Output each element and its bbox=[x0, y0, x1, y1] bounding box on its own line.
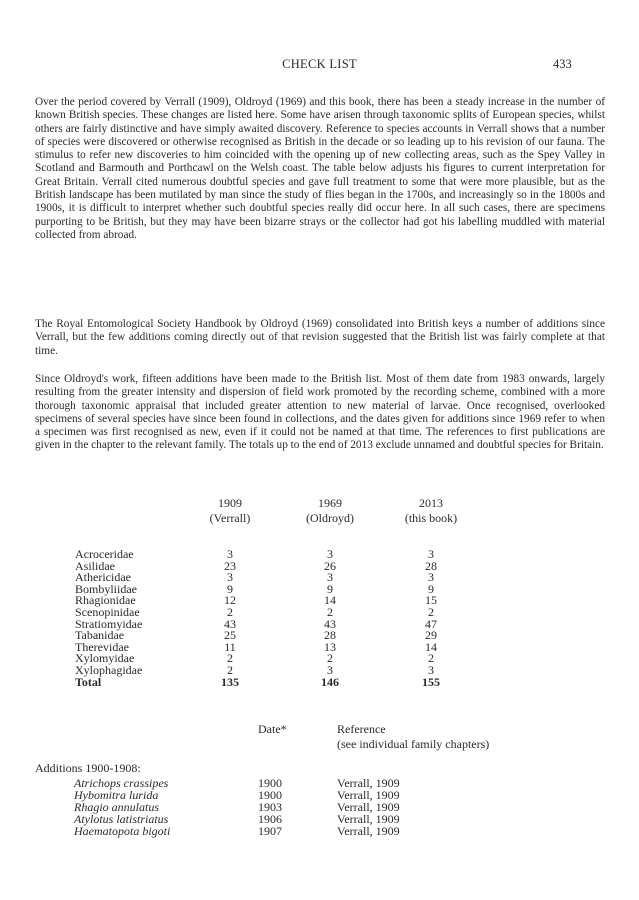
count-1909: 135 bbox=[221, 674, 239, 689]
count-1969: 14 bbox=[324, 593, 336, 608]
column-header-1969 bbox=[290, 496, 370, 526]
family-name: Rhagionidae bbox=[75, 593, 136, 608]
addition-reference: Verrall, 1909 bbox=[337, 800, 400, 814]
family-name: Therevidae bbox=[75, 639, 129, 654]
count-1969: 3 bbox=[327, 663, 333, 677]
count-2013: 3 bbox=[428, 547, 434, 561]
additions-section-label: Additions 1900-1908: bbox=[35, 761, 141, 775]
species-name: Haematopota bigoti bbox=[74, 824, 171, 838]
species-name: Atrichops crassipes bbox=[74, 776, 169, 790]
paragraph-oldroyd: The Royal Entomological Society Handbook by Oldroyd (1969) consolidated into British keys a number of additions since Verrall, but the few additions coming directly out of that revision suggested that the British list was fairly complete at that time. bbox=[35, 318, 605, 357]
column-year: 1969 bbox=[318, 496, 342, 510]
addition-reference: Verrall, 1909 bbox=[337, 776, 400, 790]
count-1909: 2 bbox=[227, 651, 233, 666]
count-2013: 2 bbox=[428, 651, 434, 666]
column-year: 1909 bbox=[218, 496, 242, 510]
count-1969: 3 bbox=[327, 570, 333, 585]
reference-subheader: (see individual family chapters) bbox=[337, 737, 490, 751]
column-source: (Verrall) bbox=[209, 511, 251, 525]
addition-reference: Verrall, 1909 bbox=[337, 812, 400, 826]
total-label: Total bbox=[75, 674, 102, 689]
count-1909: 3 bbox=[227, 570, 233, 585]
family-name: Asilidae bbox=[75, 558, 115, 573]
column-header-2013 bbox=[391, 496, 471, 526]
count-1969: 43 bbox=[324, 616, 336, 631]
count-1909: 11 bbox=[224, 639, 236, 654]
count-1969: 2 bbox=[327, 651, 333, 666]
addition-date: 1900 bbox=[258, 788, 282, 802]
species-name: Rhagio annulatus bbox=[74, 800, 160, 814]
addition-date: 1907 bbox=[258, 824, 282, 838]
family-name: Tabanidae bbox=[75, 628, 125, 643]
count-2013: 155 bbox=[422, 674, 440, 689]
species-name: Hybomitra lurida bbox=[74, 788, 159, 802]
reference-header: Reference bbox=[337, 722, 386, 736]
count-1909: 12 bbox=[224, 593, 236, 608]
count-1969: 3 bbox=[327, 547, 333, 561]
family-name: Scenopinidae bbox=[75, 605, 140, 619]
page-number: 433 bbox=[553, 57, 572, 71]
family-name: Xylophagidae bbox=[75, 663, 143, 677]
addition-date: 1900 bbox=[258, 776, 282, 790]
count-1909: 23 bbox=[224, 558, 236, 573]
column-header-1909 bbox=[190, 496, 270, 526]
date-header: Date* bbox=[258, 722, 287, 736]
count-1909: 3 bbox=[227, 547, 233, 561]
count-1909: 2 bbox=[227, 605, 233, 619]
count-2013: 3 bbox=[428, 570, 434, 585]
paragraph-additions: Since Oldroyd's work, fifteen additions have been made to the British list. Most of them date from 1983 onwards, largely resulting from the greater intensity and dispersion of field work promoted by the recording scheme, combined with a more thorough taxonomic appraisal that included greater attention to new material of larvae. Once recognised, overlooked specimens of several species have since been found in collections, and the dates given for additions since 1969 refer to when a specimen was first recognised as new, even if it could not be named at that time. The references to first publications are given in the chapter to the relevant family. The totals up to the end of 2013 exclude unnamed and doubtful species for Britain. bbox=[35, 373, 605, 452]
family-name: Acroceridae bbox=[75, 547, 134, 561]
count-2013: 3 bbox=[428, 663, 434, 677]
species-name: Atylotus latistriatus bbox=[74, 812, 169, 826]
count-1909: 43 bbox=[224, 616, 236, 631]
count-1909: 2 bbox=[227, 663, 233, 677]
count-2013: 2 bbox=[428, 605, 434, 619]
count-2013: 28 bbox=[425, 558, 437, 573]
count-2013: 14 bbox=[425, 639, 437, 654]
addition-date: 1906 bbox=[258, 812, 282, 826]
column-year: 2013 bbox=[419, 496, 443, 510]
count-1969: 2 bbox=[327, 605, 333, 619]
family-name: Athericidae bbox=[75, 570, 131, 585]
count-2013: 9 bbox=[428, 581, 434, 596]
count-1969: 26 bbox=[324, 558, 336, 573]
family-name: Bombyliidae bbox=[75, 581, 137, 596]
count-1969: 146 bbox=[321, 674, 339, 689]
count-2013: 29 bbox=[425, 628, 437, 643]
addition-date: 1903 bbox=[258, 800, 282, 814]
column-source: (Oldroyd) bbox=[306, 511, 354, 525]
count-2013: 47 bbox=[425, 616, 437, 631]
count-1969: 9 bbox=[327, 581, 333, 596]
addition-reference: Verrall, 1909 bbox=[337, 824, 400, 838]
running-title: CHECK LIST bbox=[282, 57, 357, 71]
count-1909: 9 bbox=[227, 581, 233, 596]
count-1969: 28 bbox=[324, 628, 336, 643]
count-1969: 13 bbox=[324, 639, 336, 654]
count-2013: 15 bbox=[425, 593, 437, 608]
column-source: (this book) bbox=[404, 511, 458, 525]
paragraph-intro: Over the period covered by Verrall (1909), Oldroyd (1969) and this book, there has been a steady increase in the number of known British species. These changes are listed here. Some have arisen through taxonomic splits of European species, whilst others are fairly distinctive and have simply awaited discovery. Reference to species accounts in Verrall shows that a number of species were discovered or otherwise recognised as British in the decade or so leading up to his revision of our fauna. The stimulus to refer new discoveries to him coincided with the opening up of new collecting areas, such as the Spey Valley in Scotland and Barmouth and Porthcawl on the Welsh coast. The table below adjusts his figures to current interpretation for Great Britain. Verrall cited numerous doubtful species and gave full treatment to some that were more plausible, but as the British landscape has been mutilated by man since the study of flies began in the 1700s, and increasingly so in the 1800s and 1900s, it is difficult to interpret whether such doubtful species really did occur here. In all such cases, there are specimens purporting to be British, but they may have been bizarre strays or the collector had got his labelling muddled with material collected from abroad. bbox=[35, 96, 605, 241]
count-1909: 25 bbox=[224, 628, 236, 643]
family-name: Stratiomyidae bbox=[75, 616, 143, 631]
addition-reference: Verrall, 1909 bbox=[337, 788, 400, 802]
family-name: Xylomyidae bbox=[75, 651, 135, 666]
